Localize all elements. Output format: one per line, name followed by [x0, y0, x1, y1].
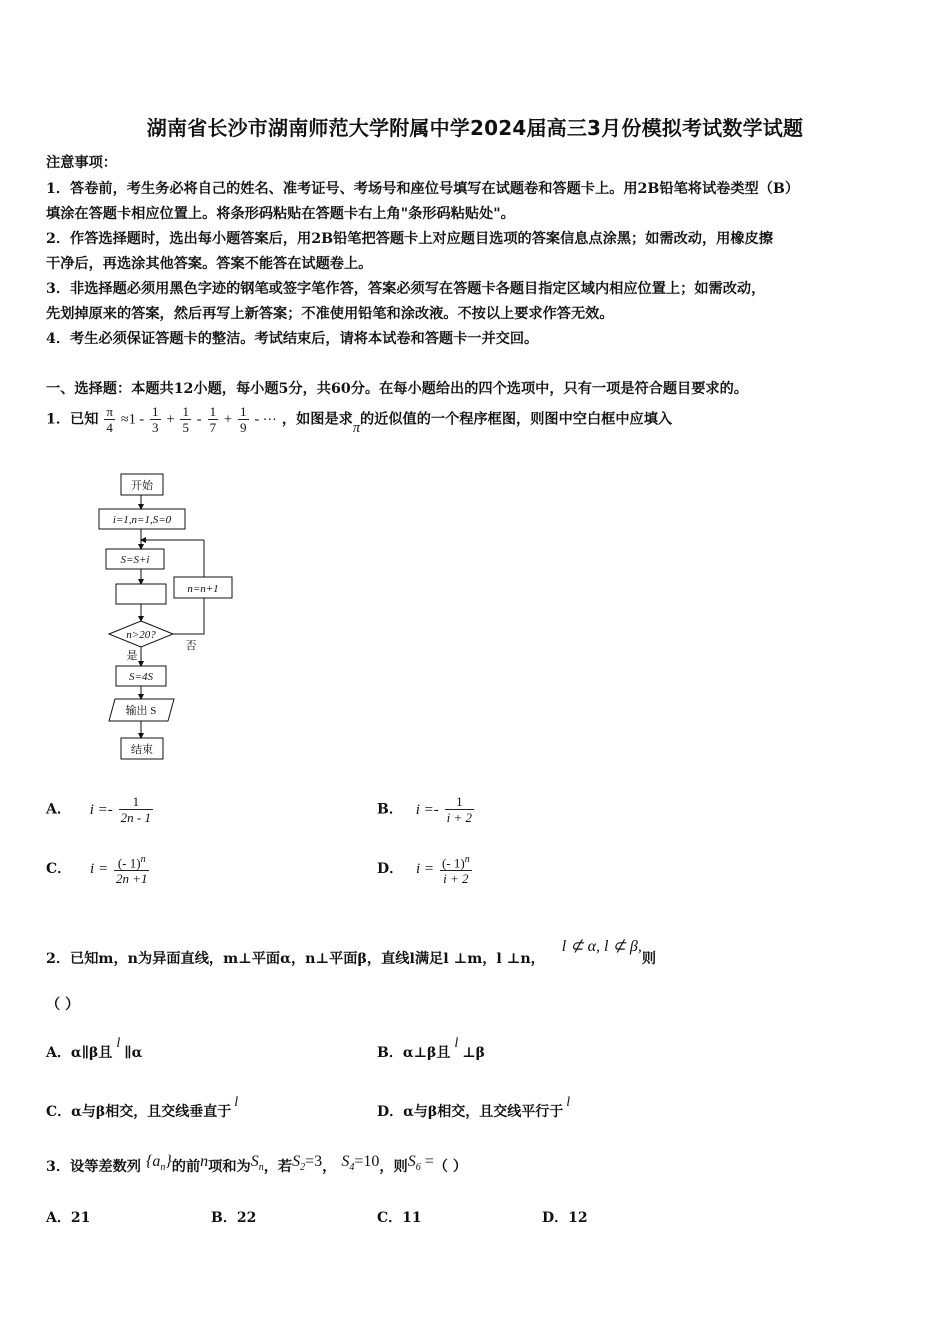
flow-condition-label: n>20?: [126, 629, 156, 641]
q3-option-c[interactable]: C．11: [377, 1210, 422, 1226]
fraction: $\frac{1}{7}$: [209, 404, 217, 435]
notice-line: 2．作答选择题时，选出每小题答案后，用2B铅笔把答题卡上对应题目选项的答案信息点涂黑；如需改动，用橡皮擦: [46, 231, 773, 247]
fraction: $\frac{1}{3}$: [152, 404, 159, 435]
q1-option-b[interactable]: [377, 794, 475, 825]
question-1: [46, 404, 672, 435]
q3-text: 的前: [171, 1159, 201, 1175]
q2-option-c[interactable]: [46, 1095, 239, 1121]
option-letter: C．: [46, 861, 72, 878]
option-text: D．α与β相交，且交线平行于: [377, 1104, 564, 1120]
fraction: $\frac{(- 1)^n}{2n +1}$: [115, 854, 148, 887]
sequence-symbol: $\{a_n\}$: [145, 1153, 172, 1174]
option-letter: A．: [46, 801, 71, 818]
q3-option-a[interactable]: A．21: [46, 1210, 91, 1226]
q3-text: ，: [322, 1159, 337, 1175]
formula-lead: ≈1 -: [120, 411, 145, 428]
notice-line: 4．考生必须保证答题卡的整洁。考试结束后，请将本试卷和答题卡一并交回。: [46, 331, 539, 347]
option-l: l: [566, 1095, 571, 1110]
q2-option-d[interactable]: [377, 1095, 571, 1121]
notice-heading: 注意事项：: [46, 155, 117, 171]
option-letter: D．: [377, 861, 404, 878]
notice-line: 先划掉原来的答案，然后再写上新答案；不准使用铅笔和涂改液。不按以上要求作答无效。: [46, 306, 614, 322]
s4-expression: $S_4=10$: [341, 1153, 380, 1174]
operator: -: [196, 411, 202, 428]
option-l: l: [234, 1095, 239, 1110]
q3-text: ，则: [379, 1159, 408, 1175]
operator: +: [166, 411, 175, 428]
page-title: 湖南省长沙市湖南师范大学附属中学2024届高三3月份模拟考试数学试题: [146, 116, 804, 140]
option-lhs: i =-: [89, 801, 113, 818]
notice-line: 填涂在答题卡相应位置上。将条形码粘贴在答题卡右上角"条形码粘贴处"。: [46, 206, 515, 222]
flow-no-label: 否: [185, 640, 197, 652]
q1-suffix: 的近似值的一个程序框图，则图中空白框中应填入: [359, 411, 673, 428]
flow-result-label: S=4S: [129, 671, 153, 683]
notice-line: 3．非选择题必须用黑色字迹的钢笔或签字笔作答，答案必须写在答题卡各题目指定区域内相应位置上；如需改动，: [46, 281, 766, 297]
q1-option-c[interactable]: [46, 852, 150, 886]
q2-condition: l ⊄ α, l ⊄ β,: [561, 938, 642, 955]
s2-expression: $S_2=3$: [292, 1153, 323, 1174]
flow-end-label: 结束: [131, 744, 153, 756]
option-text: C．α与β相交，且交线垂直于: [46, 1104, 232, 1120]
operator: - ⋯: [254, 411, 277, 428]
q2-option-b[interactable]: [377, 1036, 485, 1062]
question-3: [46, 1153, 468, 1178]
q2-paren: （ ）: [46, 997, 80, 1013]
q3-paren: （ ）: [433, 1159, 468, 1175]
q2-then: 则: [641, 951, 657, 967]
option-text: B．α⊥β且: [377, 1045, 451, 1061]
flow-start-label: 开始: [131, 480, 153, 492]
flow-init-label: i=1,n=1,S=0: [112, 514, 172, 526]
s6-expression: $S_6$ =: [407, 1153, 434, 1174]
q1-mid: ，如图是求: [281, 411, 353, 428]
option-text: A．α∥β且: [46, 1045, 113, 1061]
option-letter: B．: [377, 801, 403, 818]
question-2: [46, 938, 657, 968]
q3-prefix: 3．设等差数列: [46, 1159, 141, 1175]
q1-option-d[interactable]: [377, 852, 473, 886]
fraction: $\frac{1}{5}$: [182, 404, 189, 435]
fraction: $\frac{(- 1)^n}{i + 2}$: [441, 854, 470, 887]
fraction: $\frac{1}{9}$: [240, 404, 247, 435]
pi-symbol: π: [352, 419, 360, 436]
operator: +: [224, 411, 233, 428]
option-text: ∥α: [124, 1045, 143, 1061]
flow-output-label: 输出 S: [125, 705, 157, 717]
option-lhs: i =: [90, 861, 109, 878]
section-heading: 一、选择题：本题共12小题，每小题5分，共60分。在每小题给出的四个选项中，只有一项是符合题目要求的。: [46, 381, 748, 397]
option-lhs: i =-: [415, 801, 439, 818]
sn-symbol: $S_n$: [250, 1153, 264, 1174]
fraction: $\frac{1}{2n - 1}$: [120, 794, 152, 825]
fraction: $\frac{1}{i + 2}$: [446, 794, 473, 825]
notice-line: 1．答卷前，考生务必将自己的姓名、准考证号、考场号和座位号填写在试题卷和答题卡上。用2B铅笔将试卷类型（B）: [46, 181, 800, 197]
q2-option-a[interactable]: [46, 1036, 143, 1062]
q3-text: 项和为: [208, 1159, 251, 1175]
flow-yes-label: 是: [126, 650, 138, 662]
flow-update-s-label: S=S+i: [120, 554, 150, 566]
notice-line: 干净后，再选涂其他答案。答案不能答在试题卷上。: [46, 256, 373, 272]
flowchart: [90, 468, 330, 768]
q3-option-d[interactable]: D．12: [542, 1210, 588, 1226]
q1-prefix: 1．已知: [46, 411, 99, 428]
option-lhs: i =: [416, 861, 435, 878]
q2-text: 2．已知m，n为异面直线，m⊥平面α，n⊥平面β，直线l满足l ⊥m，l ⊥n，: [46, 951, 545, 967]
option-l: l: [454, 1036, 459, 1051]
q3-text: ，若: [263, 1159, 293, 1175]
option-text: ⊥β: [462, 1045, 485, 1061]
fraction: $\frac{\pi}{4}$: [106, 404, 113, 435]
q1-option-a[interactable]: [46, 794, 154, 825]
flow-update-n-label: n=n+1: [187, 583, 219, 595]
flow-blank-box: [116, 584, 166, 604]
n-symbol: n: [200, 1153, 209, 1170]
option-l: l: [116, 1036, 121, 1051]
q3-option-b[interactable]: B．22: [211, 1210, 257, 1226]
